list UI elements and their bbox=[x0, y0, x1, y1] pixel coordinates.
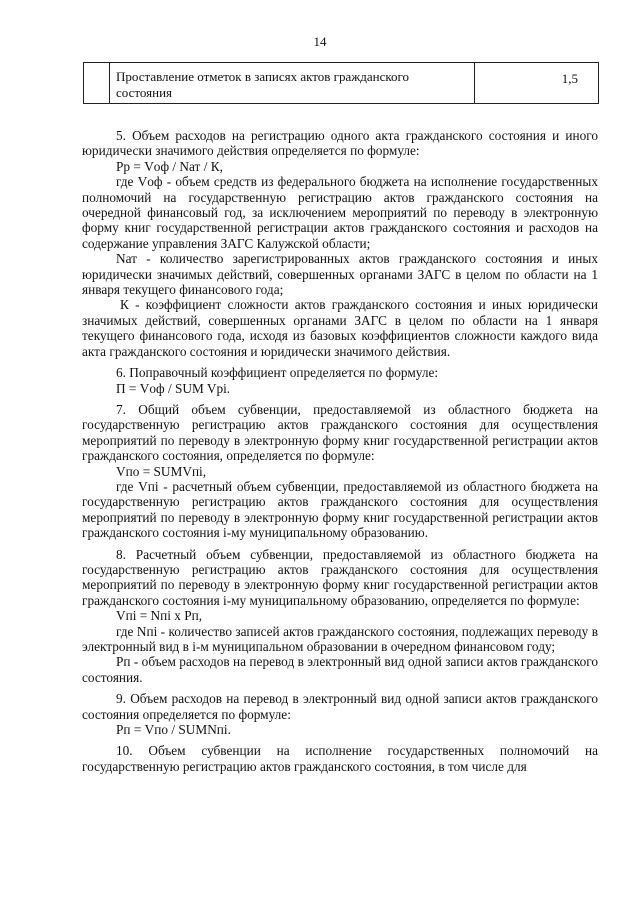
paragraph-9: 9. Объем расходов на перевод в электронный вид одной записи актов гражданского состояния определяется по формуле: bbox=[82, 691, 598, 722]
paragraph-5: 5. Объем расходов на регистрацию одного акта гражданского состояния и иного юридически значимого действия определяется по формуле: bbox=[82, 128, 598, 159]
table-row bbox=[84, 63, 599, 104]
paragraph-rp: Рп - объем расходов на перевод в электронный вид одной записи актов гражданского состояния. bbox=[82, 654, 598, 685]
table-cell-empty bbox=[84, 63, 110, 104]
paragraph-where-vpi: где Vпi - расчетный объем субвенции, предоставляемой из областного бюджета на государственную регистрацию актов гражданского состояния для осуществления мероприятий по переводу в электронную форму книг государственной регистрации актов гражданского состояния i-му муниципальному образованию. bbox=[82, 478, 598, 541]
paragraph-6: 6. Поправочный коэффициент определяется по формуле: bbox=[116, 365, 439, 381]
paragraph-where-voph: где Vоф - объем средств из федерального бюджета на исполнение государственных полномочий на государственную регистрацию актов гражданского состояния на очередной финансовый год, за исключением мероприятий по переводу в электронную форму книг государственной регистрации актов гражданского состояния и расходов на содержание управления ЗАГС Калужской области; bbox=[82, 174, 598, 251]
paragraph-7: 7. Общий объем субвенции, предоставляемой из областного бюджета на государственную регистрацию актов гражданского состояния для осуществления мероприятий по переводу в электронную форму книг государственной регистрации актов гражданского состояния, определяется по формуле: bbox=[82, 401, 598, 464]
paragraph-8: 8. Расчетный объем субвенции, предоставляемой из областного бюджета на государственную регистрацию актов гражданского состояния для осуществления мероприятий по переводу в электронную форму книг государственной регистрации актов гражданского состояния i-му муниципальному образованию, определяется по формуле: bbox=[82, 546, 598, 608]
formula-rp: Рп = Vпо / SUMNпi. bbox=[116, 722, 231, 738]
paragraph-10: 10. Объем субвенции на исполнение государственных полномочий на государственную регистрацию актов гражданского состояния, в том числе для bbox=[82, 743, 598, 774]
formula-rr: Рр = Vоф / Nат / К, bbox=[116, 158, 223, 174]
paragraph-k: К - коэффициент сложности актов гражданского состояния и иных юридически значимых действий, совершенных органами ЗАГС в целом по области на 1 января текущего финансового года, исходя из базовых коэффициентов сложности каждого вида акта гражданского состояния и юридически значимого действия. bbox=[82, 297, 598, 359]
coefficient-table bbox=[83, 62, 599, 104]
formula-vpi: Vпi = Nпi х Рп, bbox=[116, 608, 203, 624]
paragraph-where-npi: где Nпi - количество записей актов гражданского состояния, подлежащих переводу в электронный вид в i-м муниципальном образовании в очередном финансовом году; bbox=[82, 623, 598, 654]
table-cell-text: Проставление отметок в записях актов гражданского состояния bbox=[110, 63, 475, 104]
table-cell-value: 1,5 bbox=[475, 63, 599, 104]
page-number: 14 bbox=[313, 34, 327, 49]
formula-p: П = Vоф / SUM Vрi. bbox=[116, 380, 231, 396]
formula-vpo: Vпо = SUMVпi, bbox=[116, 463, 207, 479]
document-body bbox=[82, 128, 598, 774]
paragraph-nat: Nат - количество зарегистрированных актов гражданского состояния и иных юридически значимых действий, совершенных органами ЗАГС в целом по области на 1 января текущего финансового года; bbox=[82, 251, 598, 298]
